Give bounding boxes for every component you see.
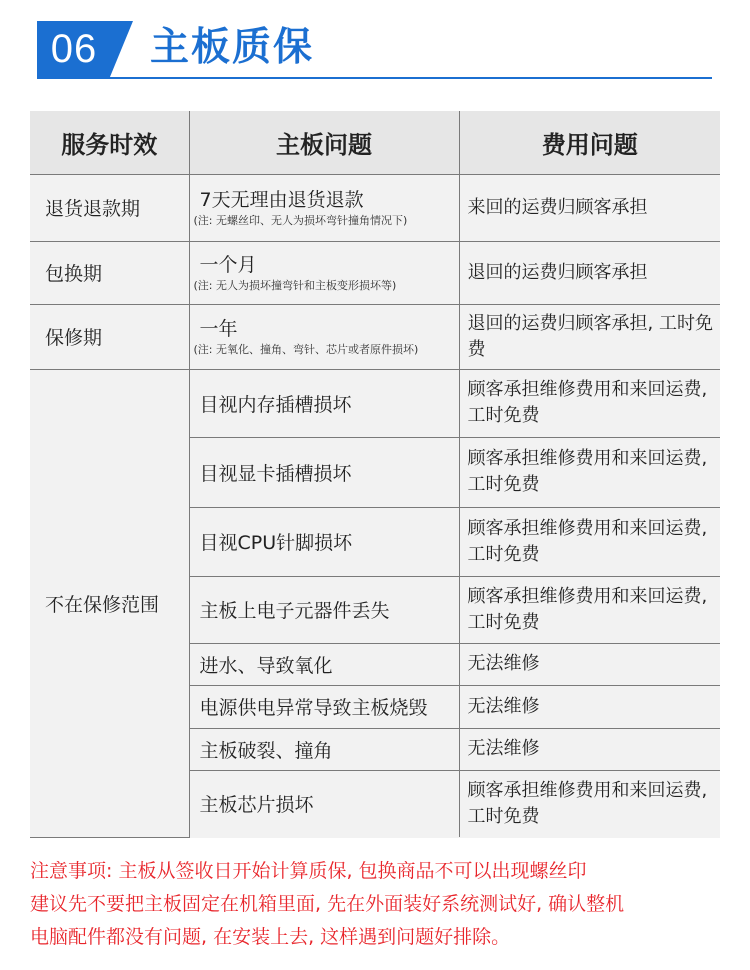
cost-cell: 顾客承担维修费用和来回运费, 工时免费 bbox=[459, 576, 720, 643]
footer-note-line: 建议先不要把主板固定在机箱里面, 先在外面装好系统测试好, 确认整机 bbox=[30, 893, 625, 915]
issue-text: 一年 bbox=[199, 317, 238, 340]
footer-note-line: 注意事项: 主板从签收日开始计算质保, 包换商品不可以出现螺丝印 bbox=[30, 860, 587, 882]
issue-note: (注: 无人为损坏撞弯针和主板变形损坏等) bbox=[193, 278, 397, 292]
footer-notes bbox=[30, 855, 730, 954]
cost-cell: 顾客承担维修费用和来回运费, 工时免费 bbox=[459, 507, 720, 576]
column-header-board-issue: 主板问题 bbox=[189, 111, 459, 174]
issue-cell: 主板芯片损坏 bbox=[189, 770, 459, 837]
issue-note: (注: 无螺丝印、无人为损坏弯针撞角情况下) bbox=[193, 213, 408, 227]
cost-cell: 来回的运费归顾客承担 bbox=[459, 174, 720, 241]
cost-cell: 无法维修 bbox=[459, 728, 720, 770]
cost-cell: 顾客承担维修费用和来回运费, 工时免费 bbox=[459, 369, 720, 437]
period-cell: 保修期 bbox=[30, 304, 189, 369]
cost-cell: 无法维修 bbox=[459, 685, 720, 728]
cost-cell: 退回的运费归顾客承担, 工时免费 bbox=[459, 304, 720, 369]
section-number: 06 bbox=[50, 27, 98, 71]
issue-cell bbox=[189, 304, 459, 369]
issue-cell: 电源供电异常导致主板烧毁 bbox=[189, 685, 459, 728]
cost-cell: 顾客承担维修费用和来回运费, 工时免费 bbox=[459, 770, 720, 837]
footer-note-line: 电脑配件都没有问题, 在安装上去, 这样遇到问题好排除。 bbox=[30, 926, 511, 948]
cost-cell: 顾客承担维修费用和来回运费, 工时免费 bbox=[459, 437, 720, 507]
period-cell: 包换期 bbox=[30, 241, 189, 304]
issue-cell: 主板破裂、撞角 bbox=[189, 728, 459, 770]
header-divider bbox=[37, 77, 712, 79]
table-row bbox=[30, 241, 720, 304]
period-cell: 退货退款期 bbox=[30, 174, 189, 241]
issue-cell: 目视CPU针脚损坏 bbox=[189, 507, 459, 576]
column-header-service-period: 服务时效 bbox=[30, 111, 189, 174]
warranty-table bbox=[30, 111, 720, 838]
issue-cell: 主板上电子元器件丢失 bbox=[189, 576, 459, 643]
issue-cell: 进水、导致氧化 bbox=[189, 643, 459, 685]
table-row bbox=[30, 369, 720, 437]
issue-cell: 目视内存插槽损坏 bbox=[189, 369, 459, 437]
issue-cell bbox=[189, 241, 459, 304]
issue-note: (注: 无氧化、撞角、弯针、芯片或者原件损坏) bbox=[193, 342, 419, 356]
column-header-cost-issue: 费用问题 bbox=[459, 111, 720, 174]
table-row bbox=[30, 304, 720, 369]
issue-text: 一个月 bbox=[199, 253, 257, 276]
cost-cell: 无法维修 bbox=[459, 643, 720, 685]
table-header-row bbox=[30, 111, 720, 174]
table-row bbox=[30, 174, 720, 241]
period-cell-excluded: 不在保修范围 bbox=[30, 369, 189, 837]
issue-text: 7天无理由退货退款 bbox=[199, 188, 364, 211]
page-title: 主板质保 bbox=[150, 25, 315, 70]
issue-cell: 目视显卡插槽损坏 bbox=[189, 437, 459, 507]
cost-cell: 退回的运费归顾客承担 bbox=[459, 241, 720, 304]
issue-cell bbox=[189, 174, 459, 241]
